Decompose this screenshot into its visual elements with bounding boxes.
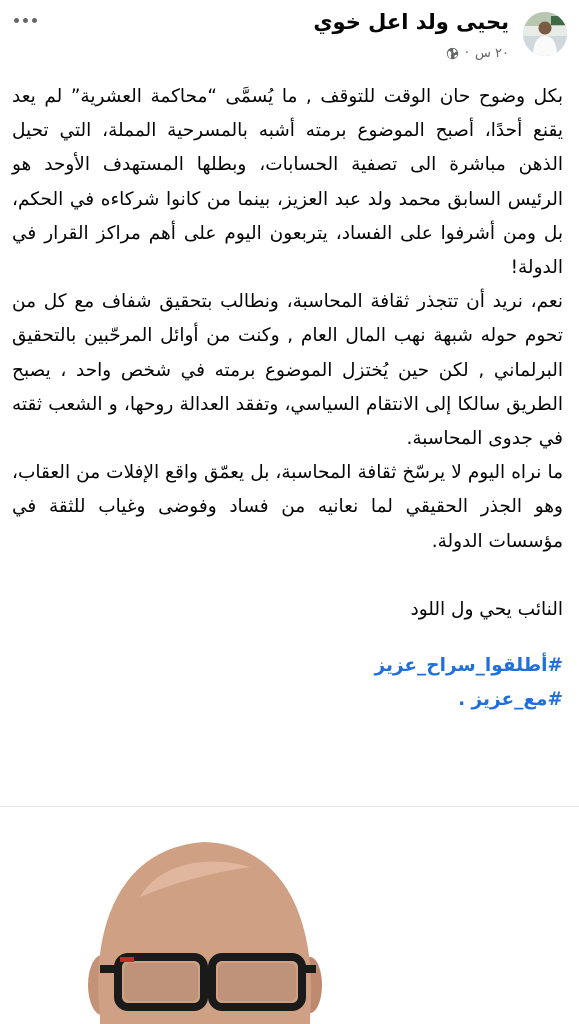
globe-icon bbox=[446, 47, 459, 60]
post-paragraph: نعم، نريد أن تتجذر ثقافة المحاسبة، ونطالب بتحقيق شفاف مع كل من تحوم حوله شبهة نهب المال العام , وكنت من أوائل المرحّبين بالتحقيق البرلماني , لكن حين يُختزل الموضوع برمته في شخص واحد ، يصبح الطريق سالكا إلى الانتقام السياسي، وتفقد العدالة روحها، و الشعب ثقته في جدوى المحاسبة. bbox=[12, 291, 563, 450]
hashtag-link[interactable]: #مع_عزيز . bbox=[458, 689, 563, 711]
post-time[interactable]: ٢٠ س bbox=[475, 46, 509, 61]
post-paragraph: بكل وضوح حان الوقت للتوقف , ما يُسمَّى “محاكمة العشرية” لم يعد يقنع أحدًا، أصبح الموضوع برمته أشبه بالمسرحية المملة، التي تحيل الذهن مباشرة الى تصفية الحسابات، وبطلها المستهدف الأوحد هو الرئيس السابق محمد ولد عبد العزيز، بينما من كانوا شركاءه في الحكم، بل ومن أشرفوا على الفساد، يتربعون اليوم على أهم مراكز القرار في الدولة! bbox=[12, 86, 563, 279]
post-text bbox=[12, 80, 563, 717]
more-options-button[interactable] bbox=[12, 10, 38, 30]
author-name[interactable]: يحيى ولد اعل خوي bbox=[313, 10, 509, 34]
meta-separator: · bbox=[464, 46, 470, 61]
dot-icon bbox=[14, 18, 19, 23]
post-photo[interactable] bbox=[0, 807, 579, 1024]
paragraph-spacer bbox=[12, 559, 563, 593]
hashtag-link[interactable]: #أطلقوا_سراح_عزيز bbox=[374, 655, 563, 677]
post-paragraph: ما نراه اليوم لا يرسّخ ثقافة المحاسبة، بل يعمّق واقع الإفلات من العقاب، وهو الجذر الحقيقي لما نعانيه من فساد وفوضى وغياب للثقة في مؤسسات الدولة. bbox=[12, 462, 563, 552]
dot-icon bbox=[23, 18, 28, 23]
post-header bbox=[0, 0, 579, 74]
dot-icon bbox=[32, 18, 37, 23]
portrait-image bbox=[0, 807, 579, 1024]
avatar-image bbox=[523, 12, 567, 56]
post-signature: النائب يحي ول اللود bbox=[410, 598, 563, 620]
author-avatar[interactable] bbox=[523, 12, 567, 56]
hashtag-list bbox=[12, 649, 563, 717]
post-meta bbox=[446, 46, 509, 61]
